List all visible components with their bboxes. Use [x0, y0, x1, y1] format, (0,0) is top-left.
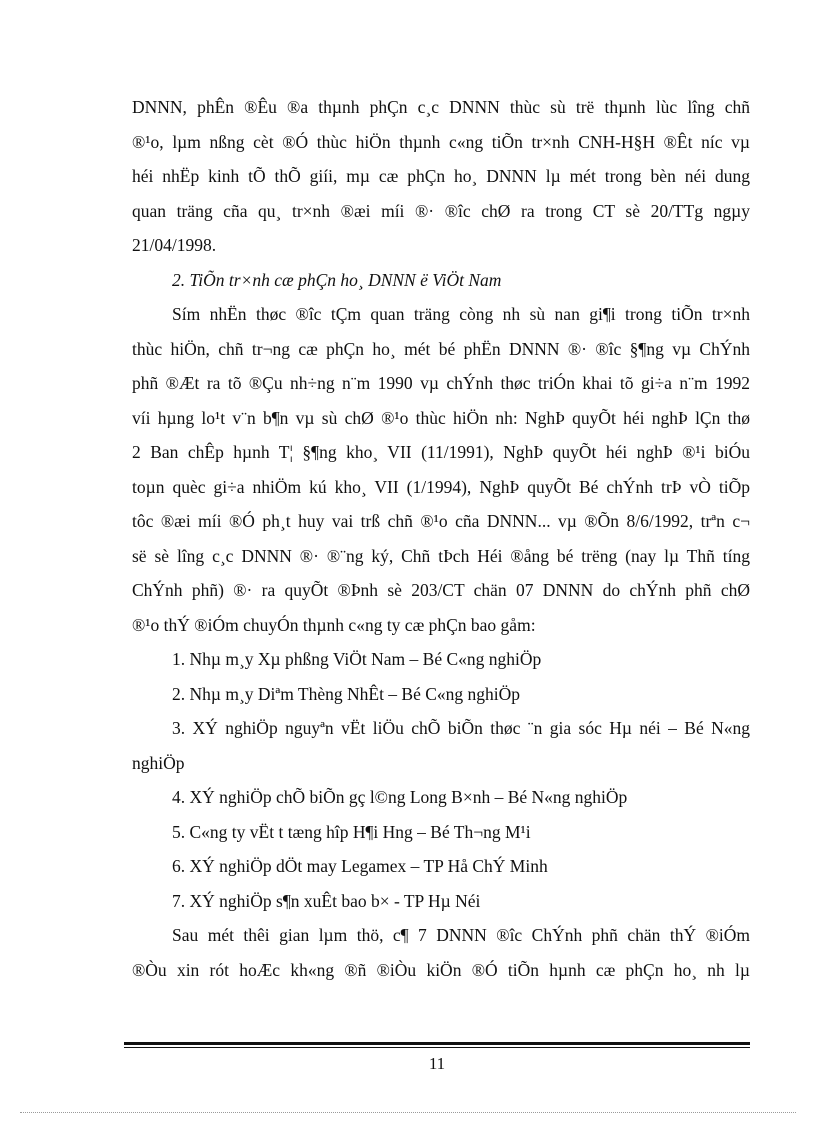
text-line: ChÝnh phñ) ®· ra quyÕt ®Þnh sè 203/CT chän 07 DNNN do chÝnh phñ chØ	[132, 580, 750, 600]
text-line: ®Òu xin rót hoÆc kh«ng ®ñ ®iÒu kiÖn ®Ó tiÕn hµnh cæ phÇn ho¸ nh lµ	[132, 959, 750, 980]
text-line: tôc ®æi míi ®Ó ph¸t huy vai trß chñ ®¹o cña DNNN... vµ ®Õn 8/6/1992, trªn c¬	[132, 511, 750, 531]
text-line: së sè lîng c¸c DNNN ®· ®¨ng ký, Chñ tÞch Héi ®ång bé trëng (nay lµ Thñ tíng	[132, 545, 750, 566]
list-item: 7. XÝ nghiÖp s¶n xuÊt bao b× - TP Hµ Néi	[172, 890, 481, 911]
text-line: víi hµng lo¹t v¨n b¶n vµ sù chØ ®¹o thùc hiÖn nh: NghÞ quyÕt héi nghÞ lÇn thø	[132, 407, 750, 428]
text-line: ®¹o thÝ ®iÓm chuyÓn thµnh c«ng ty cæ phÇn bao gåm:	[132, 614, 536, 635]
text-line: quan träng cña qu¸ tr×nh ®æi míi ®· ®îc chØ ra trong CT sè 20/TTg ngµy	[132, 200, 750, 221]
list-item: 3. XÝ nghiÖp nguyªn vËt liÖu chÕ biÕn thøc ¨n gia sóc Hµ néi – Bé N«ng	[172, 718, 750, 738]
footer-rule	[124, 1042, 750, 1045]
text-line: Sím nhËn thøc ®îc tÇm quan träng còng nh sù nan gi¶i trong tiÕn tr×nh	[172, 304, 750, 324]
page-footer	[124, 1042, 750, 1074]
list-item: 4. XÝ nghiÖp chÕ biÕn gç l©ng Long B×nh – Bé N«ng nghiÖp	[172, 787, 628, 807]
paragraph-history	[132, 297, 750, 642]
paragraph-intro	[132, 90, 750, 263]
list-item: 1. Nhµ m¸y Xµ phßng ViÖt Nam – Bé C«ng nghiÖp	[172, 649, 542, 669]
text-line: ®¹o, lµm nßng cèt ®Ó thùc hiÖn thµnh c«ng tiÕn tr×nh CNH-H§H ®Êt níc vµ	[132, 131, 750, 152]
list-item-continuation: nghiÖp	[132, 752, 185, 773]
list-item: 6. XÝ nghiÖp dÖt may Legamex – TP Hå ChÝ Minh	[172, 856, 548, 876]
list-item: 2. Nhµ m¸y Diªm Thèng NhÊt – Bé C«ng nghiÖp	[172, 683, 521, 704]
text-line: Sau mét thêi gian lµm thö, c¶ 7 DNNN ®îc ChÝnh phñ chän thÝ ®iÓm	[172, 925, 750, 945]
list-item: 5. C«ng ty vËt t tæng hîp H¶i Hng – Bé Th¬ng M¹i	[172, 821, 531, 842]
enterprise-list	[132, 642, 750, 918]
page-bottom-border	[20, 1112, 796, 1113]
text-line: DNNN, phÊn ®Êu ®a thµnh phÇn c¸c DNNN thùc sù trë thµnh lùc lîng chñ	[132, 97, 750, 117]
page-body	[132, 90, 750, 987]
text-line: toµn quèc gi÷a nhiÖm kú kho¸ VII (1/1994), NghÞ quyÕt Bé chÝnh trÞ vÒ tiÕp	[132, 476, 750, 497]
text-line: 21/04/1998.	[132, 235, 217, 255]
text-line: phñ ®Æt ra tõ ®Çu nh÷ng n¨m 1990 vµ chÝnh thøc triÓn khai tõ gi÷a n¨m 1992	[132, 373, 750, 393]
page-number: 11	[428, 1054, 446, 1073]
section-heading: 2. TiÕn tr×nh cæ phÇn ho¸ DNNN ë ViÖt Nam	[172, 269, 502, 290]
text-line: 2 Ban chÊp hµnh T¦ §¶ng kho¸ VII (11/1991), NghÞ quyÕt héi nghÞ ®¹i biÓu	[132, 442, 750, 462]
text-line: thùc hiÖn, chñ tr¬ng cæ phÇn ho¸ mét bé phËn DNNN ®· ®îc §¶ng vµ ChÝnh	[132, 338, 750, 359]
paragraph-trial	[132, 918, 750, 987]
text-line: héi nhËp kinh tÕ thÕ giíi, mµ cæ phÇn ho¸ DNNN lµ mét trong bèn néi dung	[132, 166, 750, 186]
footer-rule	[124, 1047, 750, 1048]
